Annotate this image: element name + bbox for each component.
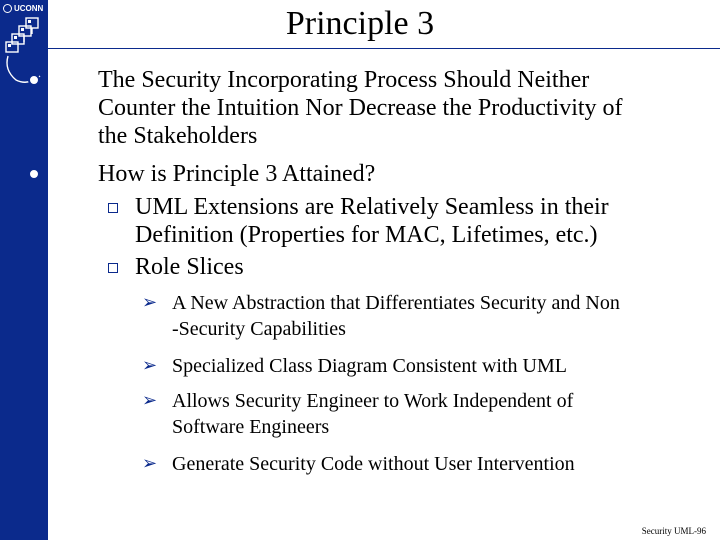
bullet-new-abstraction bbox=[142, 290, 717, 342]
bullet-line: The Security Incorporating Process Should Neither bbox=[98, 67, 590, 93]
arrow-bullet-icon: ➢ bbox=[142, 292, 158, 313]
bullet-line: Definition (Properties for MAC, Lifetimes, etc.) bbox=[135, 222, 598, 248]
bullet-specialized-diagram bbox=[142, 353, 717, 379]
bullet-security-process bbox=[98, 66, 716, 150]
hollow-square-icon bbox=[108, 263, 118, 273]
hollow-square-icon bbox=[108, 203, 118, 213]
arrow-bullet-icon: ➢ bbox=[142, 355, 158, 376]
bullet-line: the Stakeholders bbox=[98, 123, 258, 149]
bullet-how-attained bbox=[98, 160, 716, 188]
bullet-line: How is Principle 3 Attained? bbox=[98, 161, 376, 187]
bullet-line: Counter the Intuition Nor Decrease the Productivity of bbox=[98, 95, 623, 121]
bullet-line: A New Abstraction that Differentiates Security and Non bbox=[172, 292, 620, 314]
bullet-line: Role Slices bbox=[135, 254, 244, 280]
bullet-role-slices bbox=[135, 253, 705, 281]
bullet-generate-code bbox=[142, 451, 717, 477]
slide-footer: Security UML-96 bbox=[641, 526, 706, 536]
hollow-circle-icon bbox=[28, 74, 40, 86]
bullet-line: Allows Security Engineer to Work Independent of bbox=[172, 390, 574, 412]
header-rule bbox=[48, 48, 720, 49]
bullet-line: Generate Security Code without User Intervention bbox=[172, 453, 575, 475]
bullet-line: Software Engineers bbox=[172, 416, 330, 438]
bullet-line: -Security Capabilities bbox=[172, 318, 346, 340]
bullet-line: Specialized Class Diagram Consistent with UML bbox=[172, 355, 567, 377]
arrow-bullet-icon: ➢ bbox=[142, 453, 158, 474]
slide-title: Principle 3 bbox=[285, 5, 435, 42]
arrow-bullet-icon: ➢ bbox=[142, 390, 158, 411]
bullet-uml-extensions bbox=[135, 193, 705, 249]
bullet-security-engineer bbox=[142, 388, 717, 440]
brand-name: UCONN bbox=[14, 3, 44, 13]
hollow-circle-icon bbox=[28, 168, 40, 180]
bullet-line: UML Extensions are Relatively Seamless in their bbox=[135, 194, 609, 220]
